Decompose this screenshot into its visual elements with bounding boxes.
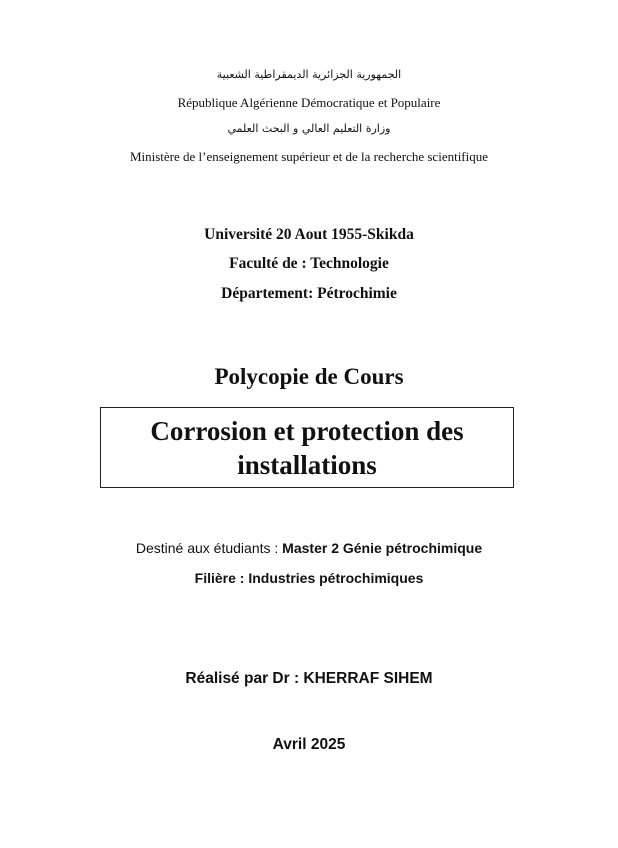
university-name: Université 20 Aout 1955-Skikda: [204, 226, 414, 243]
document-type: Polycopie de Cours: [214, 364, 404, 389]
faculty-name: Faculté de : Technologie: [229, 255, 389, 272]
document-title: Corrosion et protection des installations: [150, 415, 464, 480]
ministry-french: Ministère de l’enseignement supérieur et de la recherche scientifique: [129, 149, 489, 164]
field-of-study: Filière : Industries pétrochimiques: [194, 570, 424, 586]
intended-value: Master 2 Génie pétrochimique: [282, 540, 483, 556]
publication-date: Avril 2025: [272, 736, 346, 753]
author-line: Réalisé par Dr : KHERRAF SIHEM: [185, 670, 433, 687]
republic-french: République Algérienne Démocratique et Populaire: [177, 95, 441, 110]
intended-label: Destiné aux étudiants :: [135, 540, 283, 556]
ministry-arabic: وزارة التعليم العالي و البحث العلمي: [227, 122, 391, 135]
republic-arabic: الجمهورية الجزائرية الديمقراطية الشعبية: [216, 68, 402, 81]
intended-audience: [0, 540, 618, 556]
title-box: [100, 407, 514, 488]
department-name: Département: Pétrochimie: [221, 285, 397, 302]
